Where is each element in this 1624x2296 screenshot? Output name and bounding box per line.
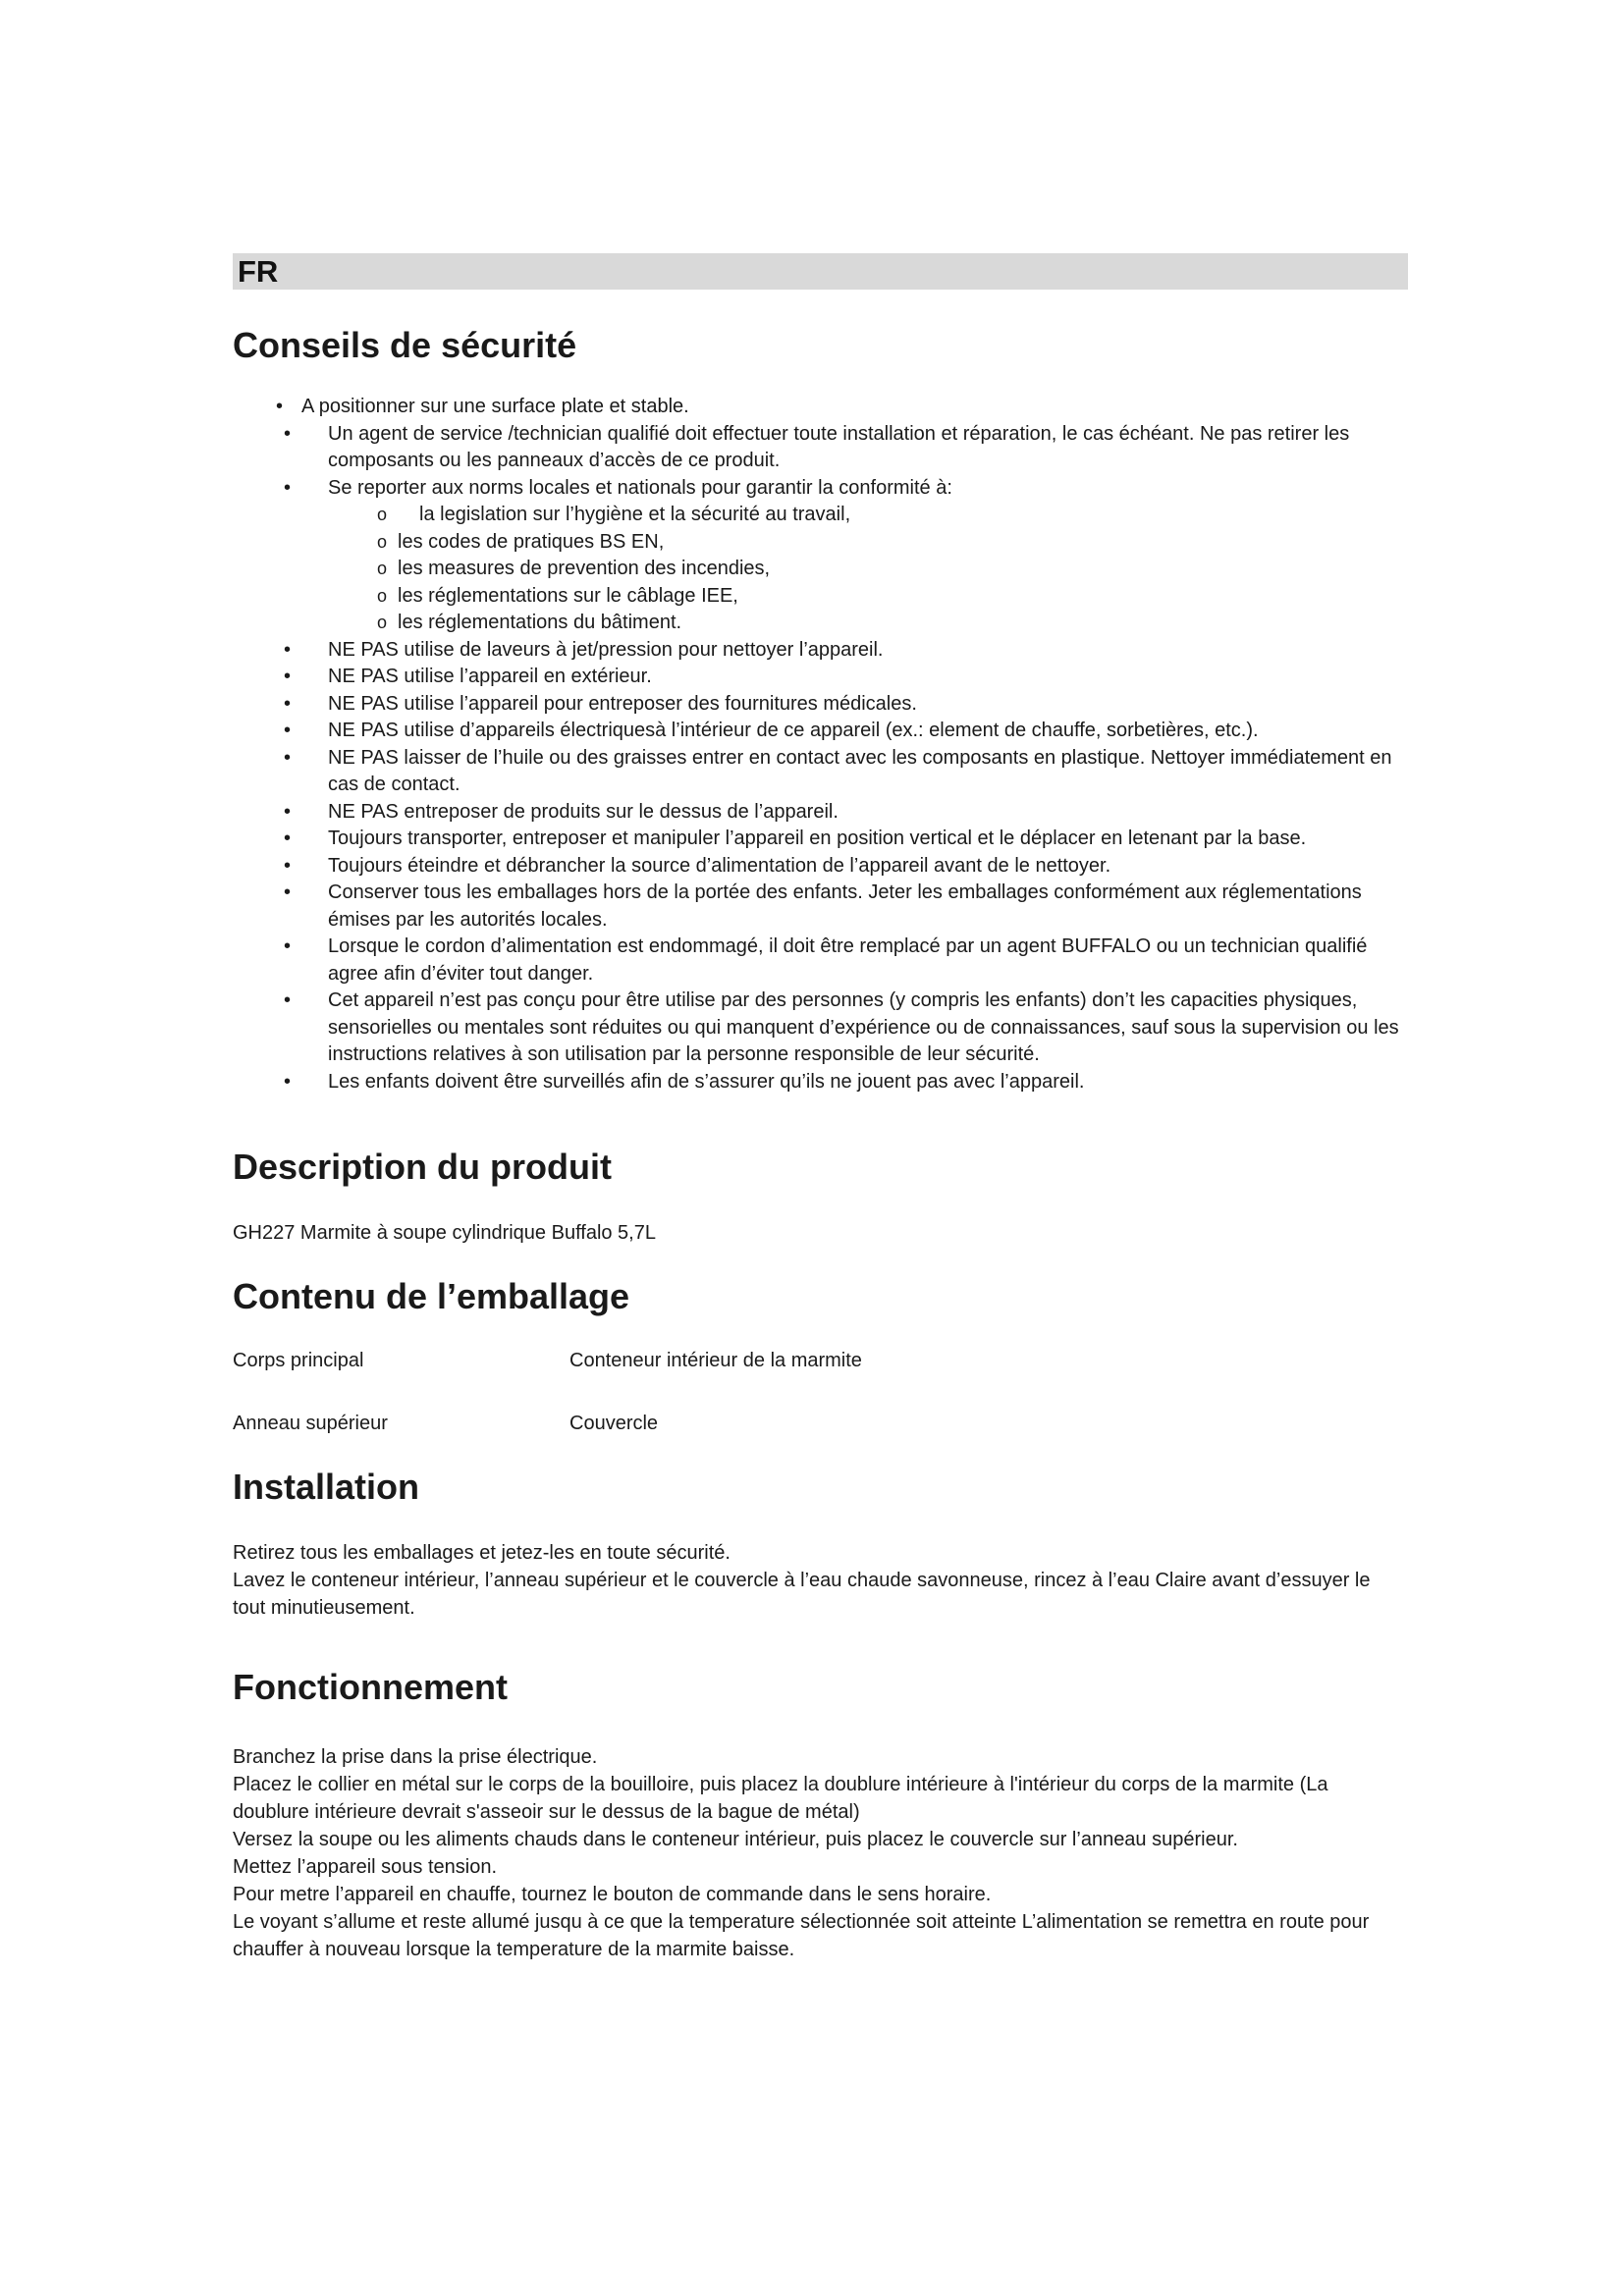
list-item: • Lorsque le cordon d’alimentation est endommagé, il doit être remplacé par un agent BUFFALO ou un technician qualifié agree afin d’éviter tout danger.	[284, 935, 1368, 985]
list-item: • NE PAS utilise d’appareils électriquesà l’intérieur de ce appareil (ex.: element de chauffe, sorbetières, etc.).	[284, 720, 1259, 741]
installation-section	[233, 1467, 1408, 1622]
safety-list	[233, 394, 1408, 1095]
installation-text	[233, 1539, 1408, 1622]
list-item: • NE PAS utilise l’appareil en extérieur.	[284, 666, 652, 687]
list-item: • Cet appareil n’est pas conçu pour être utilise par des personnes (y compris les enfants) don’t les capacities physiques, sensorielles ou mentales sont réduites ou qui manquent d’expérience ou de connaissances, sauf sous la supervision ou les instructions relatives à son utilisation par la personne responsible de leur sécurité.	[284, 989, 1399, 1065]
description-section	[233, 1147, 1408, 1247]
operation-heading: Fonctionnement	[233, 1667, 508, 1707]
installation-heading: Installation	[233, 1467, 420, 1507]
paragraph: Branchez la prise dans la prise électrique.	[233, 1746, 598, 1768]
sub-list-item: o les réglementations sur le câblage IEE,	[377, 584, 738, 607]
paragraph: Placez le collier en métal sur le corps de la bouilloire, puis placez la doublure intérieure à l'intérieur du corps de la marmite (La doublure intérieure devrait s'asseoir sur le dessus de la bague de métal)	[233, 1774, 1328, 1823]
list-item: • NE PAS laisser de l’huile ou des graisses entrer en contact avec les composants en plastique. Nettoyer immédiatement en cas de contact.	[284, 746, 1392, 795]
paragraph: Versez la soupe ou les aliments chauds dans le conteneur intérieur, puis placez le couvercle sur l’anneau supérieur.	[233, 1829, 1238, 1850]
list-item: • Toujours transporter, entreposer et manipuler l’appareil en position vertical et le déplacer en letenant par la base.	[284, 828, 1307, 849]
paragraph: Retirez tous les emballages et jetez-les en toute sécurité.	[233, 1542, 731, 1564]
paragraph: Le voyant s’allume et reste allumé jusqu à ce que la temperature sélectionnée soit atteinte L’alimentation se remettra en route pour chauffer à nouveau lorsque la temperature de la marmite baisse.	[233, 1911, 1370, 1960]
list-item: • Un agent de service /technician qualifié doit effectuer toute installation et réparation, le cas échéant. Ne pas retirer les composants ou les panneaux d’accès de ce produit.	[284, 422, 1350, 471]
list-item: • Se reporter aux norms locales et nationals pour garantir la conformité à:	[284, 476, 952, 499]
list-item: • NE PAS utilise de laveurs à jet/pression pour nettoyer l’appareil.	[284, 638, 884, 661]
paragraph: Lavez le conteneur intérieur, l’anneau supérieur et le couvercle à l’eau chaude savonneuse, rincez à l’eau Claire avant d’essuyer le tout minutieusement.	[233, 1570, 1371, 1619]
contents-item: Couvercle	[569, 1413, 659, 1434]
list-item: • A positionner sur une surface plate et stable.	[276, 396, 689, 417]
operation-section	[233, 1667, 1408, 1963]
sub-list-item: o les réglementations du bâtiment.	[377, 612, 682, 633]
contents-item: Corps principal	[233, 1350, 364, 1371]
contents-item: Anneau supérieur	[233, 1413, 388, 1434]
list-item: • NE PAS entreposer de produits sur le dessus de l’appareil.	[284, 800, 839, 823]
sub-list-item: o la legislation sur l’hygiène et la sécurité au travail,	[377, 504, 851, 525]
document-page	[233, 253, 1408, 1963]
contents-section	[233, 1276, 1408, 1437]
contents-item: Conteneur intérieur de la marmite	[569, 1350, 862, 1371]
description-text: GH227 Marmite à soupe cylindrique Buffalo 5,7L	[233, 1222, 656, 1244]
list-item: • Les enfants doivent être surveillés afin de s’assurer qu’ils ne jouent pas avec l’appareil.	[284, 1070, 1085, 1093]
contents-grid	[233, 1347, 1408, 1437]
description-heading: Description du produit	[233, 1147, 612, 1187]
contents-heading: Contenu de l’emballage	[233, 1276, 630, 1316]
sub-list-item: o les codes de pratiques BS EN,	[377, 530, 665, 553]
sub-list	[233, 502, 1408, 637]
operation-text	[233, 1743, 1408, 1963]
safety-heading: Conseils de sécurité	[233, 325, 577, 365]
sub-list-container	[233, 502, 1408, 637]
language-header: FR	[233, 253, 1408, 290]
paragraph: Pour metre l’appareil en chauffe, tournez le bouton de commande dans le sens horaire.	[233, 1884, 992, 1905]
list-item: • NE PAS utilise l’appareil pour entreposer des fournitures médicales.	[284, 692, 917, 715]
sub-list-item: o les measures de prevention des incendies,	[377, 558, 771, 579]
paragraph: Mettez l’appareil sous tension.	[233, 1856, 498, 1878]
list-item: • Conserver tous les emballages hors de la portée des enfants. Jeter les emballages conformément aux réglementations émises par les autorités locales.	[284, 881, 1362, 931]
list-item: • Toujours éteindre et débrancher la source d’alimentation de l’appareil avant de le nettoyer.	[284, 854, 1111, 877]
